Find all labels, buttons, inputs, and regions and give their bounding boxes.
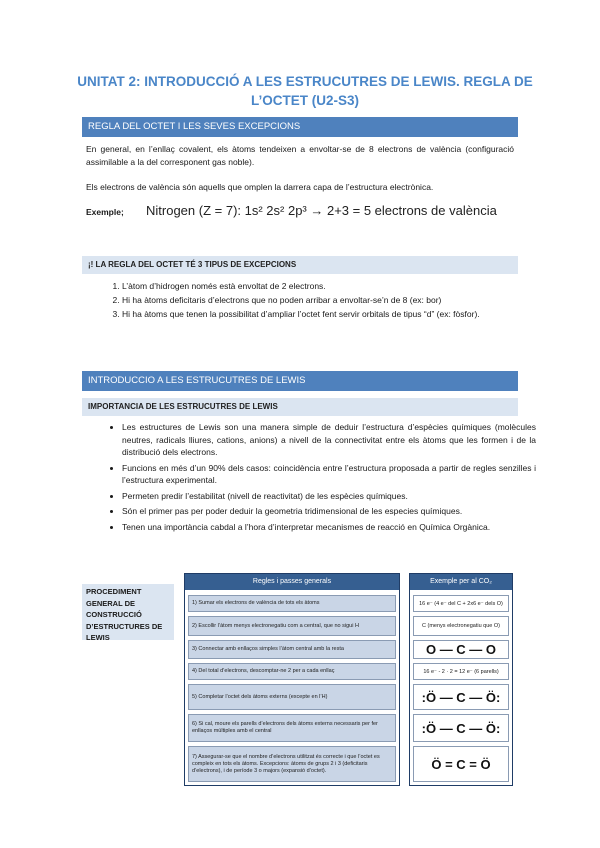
- exception-item: 1. L’àtom d’hidrogen només està envoltat de 2 electrons.: [122, 280, 536, 293]
- exceptions-list: [100, 280, 536, 322]
- example-row: :Ö — C — Ö:: [413, 684, 509, 710]
- rules-table: [184, 573, 400, 786]
- lewis-importance-header: IMPORTANCIA DE LES ESTRUCUTRES DE LEWIS: [82, 398, 518, 416]
- example-row: 16 e⁻ (4 e⁻ del C + 2x6 e⁻ dels O): [413, 595, 509, 612]
- rule-row: 6) Si cal, moure els parells d’electrons dels àtoms externs necessaris per fer enllaços múltiples amb el central: [188, 714, 396, 742]
- example-row: 16 e⁻ - 2 · 2 = 12 e⁻ (6 parells): [413, 663, 509, 680]
- exception-item: 3. Hi ha àtoms que tenen la possibilitat d’ampliar l’octet fent servir orbitals de tipus “d” (ex: fòsfor).: [122, 308, 536, 321]
- example-label: Exemple;: [86, 207, 124, 217]
- rule-row: 1) Sumar els electrons de valència de tots els àtoms: [188, 595, 396, 612]
- bullet-item: • Funcions en més d’un 90% dels casos: coincidència entre l’estructura proposada a partir de regles senzilles i l’estructura experimental.: [122, 462, 536, 487]
- rules-table-header: Regles i passes generals: [185, 574, 399, 590]
- rule-row: 2) Escollir l’àtom menys electronegatiu com a central, que no sigui H: [188, 616, 396, 636]
- page-title: UNITAT 2: INTRODUCCIÓ A LES ESTRUCUTRES DE LEWIS. REGLA DE L’OCTET (U2-S3): [77, 74, 533, 108]
- paragraph-valence-electrons: Els electrons de valència són aquells que omplen la darrera capa de l’estructura electrònica.: [86, 182, 434, 192]
- section-header-octet-rule: REGLA DEL OCTET I LES SEVES EXCEPCIONS: [82, 117, 518, 137]
- rule-row: 7) Assegurar-se que el nombre d’electrons utilitzat és correcte i que l’octet es compleix en tots els àtoms. Excepcions: àtoms de grups 2 i 3 (deficitaris d’electrons), i de període 3 o majors (expansió d’octet).: [188, 746, 396, 782]
- bullet-item: • Les estructures de Lewis son una manera simple de deduir l’estructura d’espècies químiques (molècules neutres, radicals lliures, cations, anions) a nivell de la connectivitat entre els àtoms que les formen i de la distribució dels electrons.: [122, 421, 536, 459]
- co2-example-table: [409, 573, 513, 786]
- exceptions-header: ¡! LA REGLA DEL OCTET TÉ 3 TIPUS DE EXCEPCIONS: [82, 256, 518, 274]
- procedure-label: PROCEDIMENT GENERAL DE CONSTRUCCIÓ D’ESTRUCTURES DE LEWIS: [82, 584, 174, 640]
- bullet-item: • Permeten predir l’estabilitat (nivell de reactivitat) de les espècies químiques.: [122, 490, 536, 503]
- bullet-item: • Tenen una importància cabdal a l’hora d’interpretar mecanismes de reacció en Química Orgànica.: [122, 521, 536, 534]
- example-row: Ö = C = Ö: [413, 746, 509, 782]
- paragraph-covalent-bond: En general, en l’enllaç covalent, els àtoms tendeixen a envoltar-se de 8 electrons de valència (configuració assimilable a la del corresponent gas noble).: [86, 144, 514, 167]
- exception-item: 2. Hi ha àtoms deficitaris d’electrons que no poden arribar a envoltar-se’n de 8 (ex: bor): [122, 294, 536, 307]
- rule-row: 4) Del total d’electrons, descomptar-ne 2 per a cada enllaç: [188, 663, 396, 680]
- example-formula: Nitrogen (Z = 7): 1s² 2s² 2p³ → 2+3 = 5 electrons de valència: [146, 203, 497, 218]
- section-header-lewis-intro: INTRODUCCIO A LES ESTRUCUTRES DE LEWIS: [82, 371, 518, 391]
- example-row: :Ö — C — Ö:: [413, 714, 509, 742]
- example-row: C (menys electronegatiu que O): [413, 616, 509, 636]
- example-table-header: Exemple per al CO₂: [410, 574, 512, 590]
- example-row: O — C — O: [413, 640, 509, 659]
- rule-row: 5) Completar l’octet dels àtoms externs (excepte en l’H): [188, 684, 396, 710]
- lewis-importance-list: [100, 421, 536, 536]
- rule-row: 3) Connectar amb enllaços simples l’àtom central amb la resta: [188, 640, 396, 659]
- bullet-item: • Són el primer pas per poder deduir la geometria tridimensional de les especies químiques.: [122, 505, 536, 518]
